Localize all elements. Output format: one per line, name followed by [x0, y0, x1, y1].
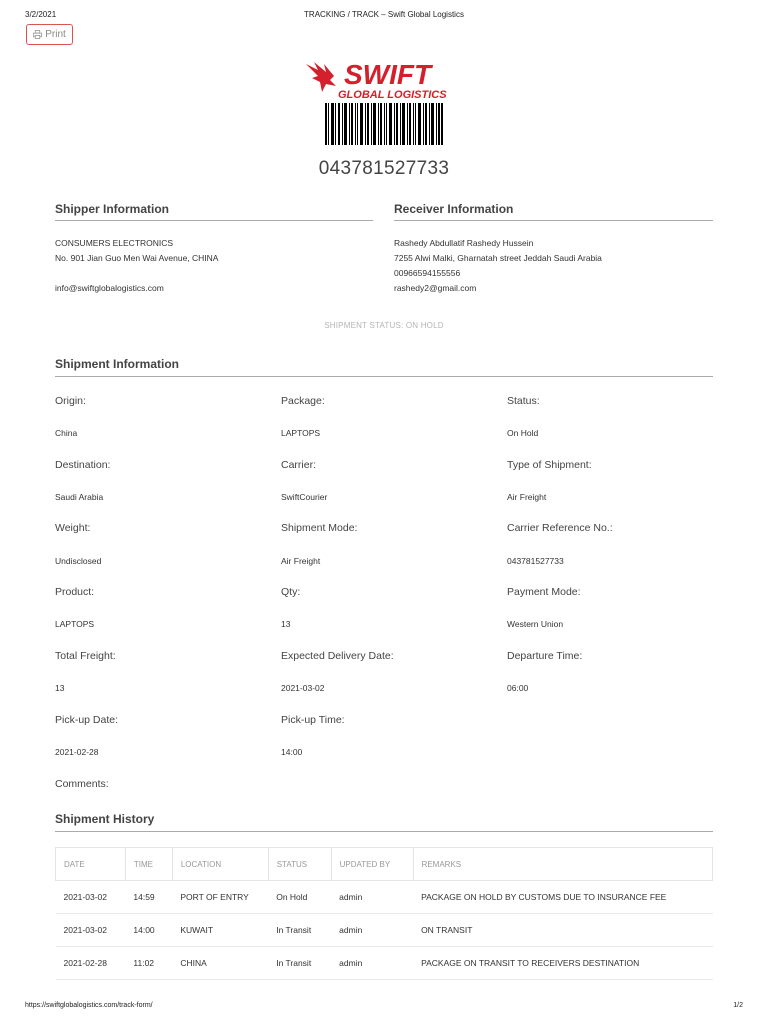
field-value: LAPTOPS [281, 428, 321, 438]
field-value: Western Union [507, 619, 564, 629]
field-label: Pick-up Date: [55, 714, 119, 726]
field-label: Package: [281, 395, 325, 407]
page-number: 1/2 [733, 1002, 743, 1009]
shipper-details [55, 236, 218, 296]
history-header-row [56, 848, 713, 881]
column-header-location: LOCATION [172, 848, 268, 881]
shipper-address: No. 901 Jian Guo Men Wai Avenue, CHINA [55, 253, 219, 263]
field-label: Total Freight: [55, 650, 116, 662]
receiver-divider [394, 220, 713, 221]
cell-location: KUWAIT [172, 914, 268, 947]
field-value: On Hold [507, 428, 539, 438]
page-url: https://swiftglobalogistics.com/track-form/ [25, 1002, 153, 1009]
cell-remarks: ON TRANSIT [413, 914, 712, 947]
comments-label: Comments: [55, 778, 109, 790]
cell-date: 2021-03-02 [56, 914, 126, 947]
field-value: 14:00 [281, 747, 303, 757]
field-label: Carrier Reference No.: [507, 522, 613, 534]
print-date: 3/2/2021 [25, 10, 57, 19]
field-label: Qty: [281, 586, 301, 598]
field-value: 06:00 [507, 683, 529, 693]
table-row [56, 914, 713, 947]
shipper-divider [55, 220, 373, 221]
receiver-email: rashedy2@gmail.com [394, 283, 477, 293]
receiver-phone: 00966594155556 [394, 268, 461, 278]
column-header-date: DATE [56, 848, 126, 881]
shipment-status: SHIPMENT STATUS: ON HOLD [324, 321, 444, 330]
printer-icon [33, 30, 42, 39]
shipper-email: info@swiftglobalogistics.com [55, 283, 164, 293]
column-header-remarks: REMARKS [413, 848, 712, 881]
cell-location: CHINA [172, 947, 268, 980]
field-value: Undisclosed [55, 556, 102, 566]
field-value: 043781527733 [507, 556, 564, 566]
print-button[interactable] [26, 24, 73, 45]
receiver-address: 7255 Alwi Malki, Gharnatah street Jeddah Saudi Arabia [394, 253, 602, 263]
field-value: 13 [281, 619, 291, 629]
field-value: LAPTOPS [55, 619, 95, 629]
column-header-time: TIME [125, 848, 172, 881]
cell-remarks: PACKAGE ON HOLD BY CUSTOMS DUE TO INSURANCE FEE [413, 881, 712, 914]
barcode [325, 103, 443, 145]
cell-time: 11:02 [125, 947, 172, 980]
receiver-details [394, 236, 602, 296]
shipment-info-divider [55, 376, 713, 377]
history-divider [55, 831, 713, 832]
cell-status: On Hold [268, 881, 331, 914]
field-value: Air Freight [507, 492, 547, 502]
cell-time: 14:59 [125, 881, 172, 914]
swift-logo [304, 58, 464, 102]
receiver-heading: Receiver Information [394, 202, 514, 216]
field-label: Origin: [55, 395, 86, 407]
field-label: Carrier: [281, 459, 317, 471]
field-label: Weight: [55, 522, 91, 534]
field-label: Product: [55, 586, 95, 598]
cell-location: PORT OF ENTRY [172, 881, 268, 914]
cell-time: 14:00 [125, 914, 172, 947]
eagle-icon [306, 62, 336, 92]
field-label: Pick-up Time: [281, 714, 345, 726]
history-table [55, 847, 713, 980]
cell-date: 2021-02-28 [56, 947, 126, 980]
field-value: Air Freight [281, 556, 321, 566]
cell-date: 2021-03-02 [56, 881, 126, 914]
field-value: Saudi Arabia [55, 492, 104, 502]
cell-status: In Transit [268, 914, 331, 947]
logo-wordmark: SWIFT [344, 59, 432, 90]
field-label: Departure Time: [507, 650, 583, 662]
field-value: China [55, 428, 78, 438]
cell-remarks: PACKAGE ON TRANSIT TO RECEIVERS DESTINATION [413, 947, 712, 980]
shipper-name: CONSUMERS ELECTRONICS [55, 238, 174, 248]
field-value: 2021-02-28 [55, 747, 99, 757]
shipper-heading: Shipper Information [55, 202, 169, 216]
field-value: 13 [55, 683, 65, 693]
table-row [56, 947, 713, 980]
field-label: Status: [507, 395, 540, 407]
field-label: Shipment Mode: [281, 522, 358, 534]
logo-tagline: GLOBAL LOGISTICS [338, 89, 447, 101]
history-heading: Shipment History [55, 812, 155, 826]
tracking-number: 043781527733 [318, 158, 450, 179]
table-row [56, 881, 713, 914]
receiver-name: Rashedy Abdullatif Rashedy Hussein [394, 238, 534, 248]
column-header-updated-by: UPDATED BY [331, 848, 413, 881]
field-label: Payment Mode: [507, 586, 581, 598]
cell-updated-by: admin [331, 947, 413, 980]
field-value: SwiftCourier [281, 492, 328, 502]
cell-status: In Transit [268, 947, 331, 980]
field-value: 2021-03-02 [281, 683, 325, 693]
column-header-status: STATUS [268, 848, 331, 881]
field-label: Expected Delivery Date: [281, 650, 394, 662]
shipment-info-heading: Shipment Information [55, 357, 179, 371]
document-title: TRACKING / TRACK – Swift Global Logistics [304, 10, 464, 19]
cell-updated-by: admin [331, 881, 413, 914]
print-header [25, 10, 743, 22]
print-button-label: Print [45, 29, 66, 40]
cell-updated-by: admin [331, 914, 413, 947]
field-label: Destination: [55, 459, 111, 471]
field-label: Type of Shipment: [507, 459, 592, 471]
